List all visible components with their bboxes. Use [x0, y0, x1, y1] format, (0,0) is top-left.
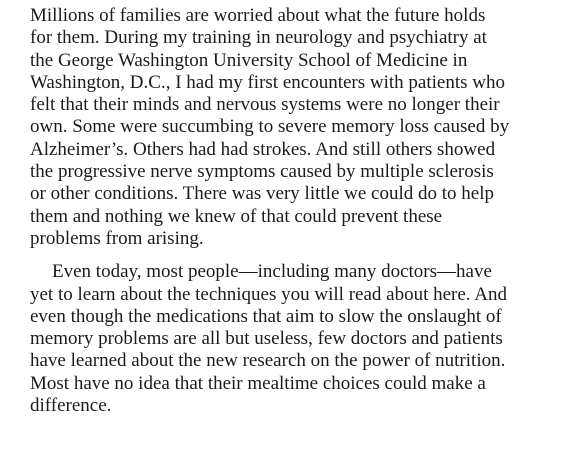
text-line: problems from arising. — [30, 227, 204, 249]
paragraph-2 — [30, 261, 570, 417]
text-line: yet to learn about the techniques you will read about here. And — [30, 283, 507, 305]
text-line: memory problems are all but useless, few doctors and patients — [30, 328, 503, 350]
paragraph-1 — [30, 5, 570, 250]
text-line: Alzheimer’s. Others had had strokes. And still others showed — [30, 138, 496, 160]
document-page — [30, 5, 570, 417]
text-line: own. Some were succumbing to severe memory loss caused by — [30, 116, 510, 138]
text-line: for them. During my training in neurology and psychiatry at — [30, 27, 487, 49]
text-line: the progressive nerve symptoms caused by multiple sclerosis — [30, 161, 494, 183]
text-line: Most have no idea that their mealtime choices could make a — [30, 372, 486, 394]
text-line: Millions of families are worried about what the future holds — [30, 5, 486, 26]
text-line: felt that their minds and nervous systems were no longer their — [30, 94, 500, 116]
text-line: have learned about the new research on the power of nutrition. — [30, 350, 506, 372]
text-line: Washington, D.C., I had my first encounters with patients who — [30, 71, 505, 93]
text-line: the George Washington University School of Medicine in — [30, 49, 468, 71]
text-line: difference. — [30, 395, 112, 417]
text-line: Even today, most people—including many doctors—have — [52, 261, 492, 283]
text-line: even though the medications that aim to slow the onslaught of — [30, 305, 502, 327]
text-line: them and nothing we knew of that could prevent these — [30, 205, 443, 227]
text-line: or other conditions. There was very little we could do to help — [30, 183, 494, 205]
